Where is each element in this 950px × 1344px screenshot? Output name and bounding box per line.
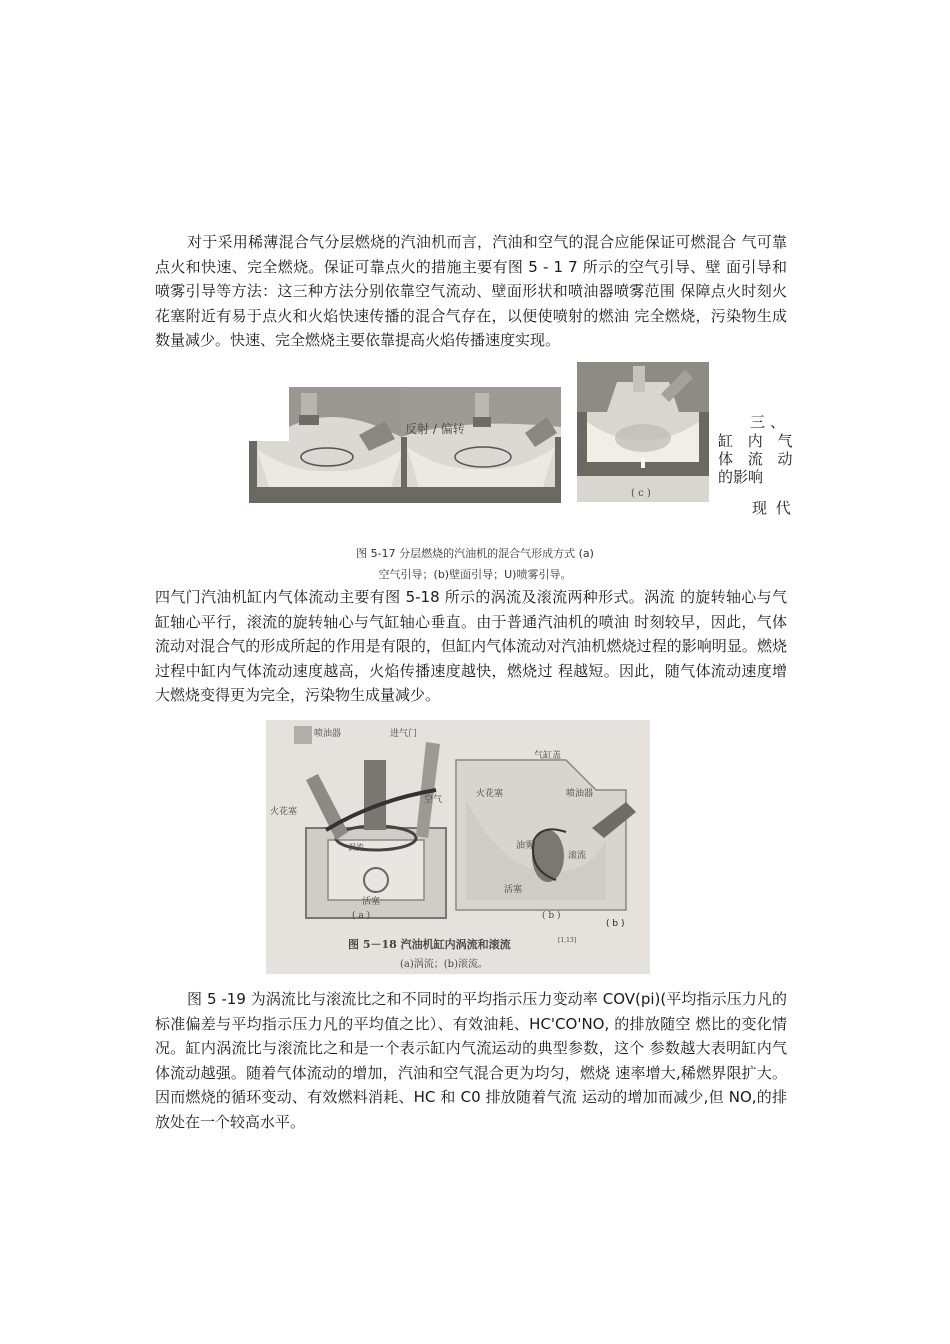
figure-5-18-image [266,720,650,974]
fig18-a-sub-label: ( a ) [352,911,371,921]
figure-5-17b-label: 反射 / 偏转 [405,422,465,436]
fig18-b-piston-label: 活塞 [504,885,523,895]
figure-5-17-caption-2: 空气引导；(b)壁面引导；U)喷雾引导。 [378,568,572,581]
fig18-a-air-label: 空气 [424,795,443,805]
figure-5-17c-image [577,362,709,502]
section-heading-3 [750,413,790,431]
fig18-a-piston-label: 活塞 [362,897,381,907]
fig18-a-injector-label: 喷油器 [314,729,342,739]
side-heading-line1: 三、 [750,413,791,431]
fig18-b-spark-label: 火花塞 [476,789,504,799]
fig18-b-tumble-label: 滚流 [568,851,587,861]
fig18-caption-ref: [1,13] [558,937,577,944]
side-heading-line4: 的影响 [718,468,764,486]
figure-5-17-caption-1: 图 5-17 分层燃烧的汽油机的混合气形成方式 (a) [356,547,594,560]
fig18-a-intake-label: 进气门 [390,729,418,739]
fig18-b-injector-label: 喷油器 [566,789,594,799]
side-heading-line5: 现 代 [752,499,793,517]
paragraph-2: 四气门汽油机缸内气体流动主要有图 5-18 所示的涡流及滚流两种形式。涡流 的旋转轴心与气缸轴心平行，滚流的旋转轴心与气缸轴心垂直。由于普通汽油机的喷油 时刻较早，因此，气体流动对混合气的形成所起的作用是有限的，但缸内气体流动对汽油机燃烧过程的影响明显。燃烧过程中缸内气体流动速度越高，火焰传播速度越快，燃烧过 程越短。因此，随气体流动速度增大燃烧变得更为完全，污染物生成量减少。 [155,588,787,704]
fig18-caption-line2: (a)涡流；(b)滚流。 [400,959,488,970]
side-heading-line3: 体 流 动 [718,450,798,468]
figure-5-17a-image [249,387,411,503]
fig18-a-spark-label: 火花塞 [270,807,298,817]
fig18-b-head-label: 气缸盖 [534,751,562,761]
fig18-b-sub-label: ( b ) [542,911,561,921]
paragraph-1: 对于采用稀薄混合气分层燃烧的汽油机而言，汽油和空气的混合应能保证可燃混合 气可靠点火和快速、完全燃烧。保证可靠点火的措施主要有图 5 - 1 7 所示的空气引导、壁 面引导和喷雾引导等方法：这三种方法分别依靠空气流动、壁面形状和喷油器喷雾范围 保障点火时刻火花塞附近有易于点火和火焰快速传播的混合气存在，以便使喷射的燃油 完全燃烧，污染物生成数量减少。快速、完全燃烧主要依靠提高火焰传播速度实现。 [155,233,787,349]
fig18-caption-line1: 图 5－18 汽油机缸内涡流和滚流 [348,938,511,951]
side-heading-line2: 缸 内 气 [718,432,798,450]
paragraph-3: 图 5 -19 为涡流比与滚流比之和不同时的平均指示压力变动率 COV(pi)(平均指示压力凡的标准偏差与平均指示压力凡的平均值之比）、有效油耗、HC'CO'NO, 的排放随空 燃比的变化情况。缸内涡流比与滚流比之和是一个表示缸内气流运动的典型参数，这个 参数越大表明缸内气体流动越强。随着气体流动的增加，汽油和空气混合更为均匀，燃烧 速率增大,稀燃界限扩大。因而燃烧的循环变动、有效燃料消耗、HC 和 C0 排放随着气流 运动的增加而减少,但 NO,的排放处在一个较高水平。 [155,990,787,1131]
figure-5-17c-label: ( c ) [631,488,651,499]
figure-5-17b-image [401,387,561,503]
fig18-b-sub-label-2: ( b ) [606,919,625,929]
fig18-a-swirl-label: 涡流 [348,843,364,852]
fig18-b-spray-label: 油雾 [516,841,535,851]
section-heading-3-body [718,432,798,486]
